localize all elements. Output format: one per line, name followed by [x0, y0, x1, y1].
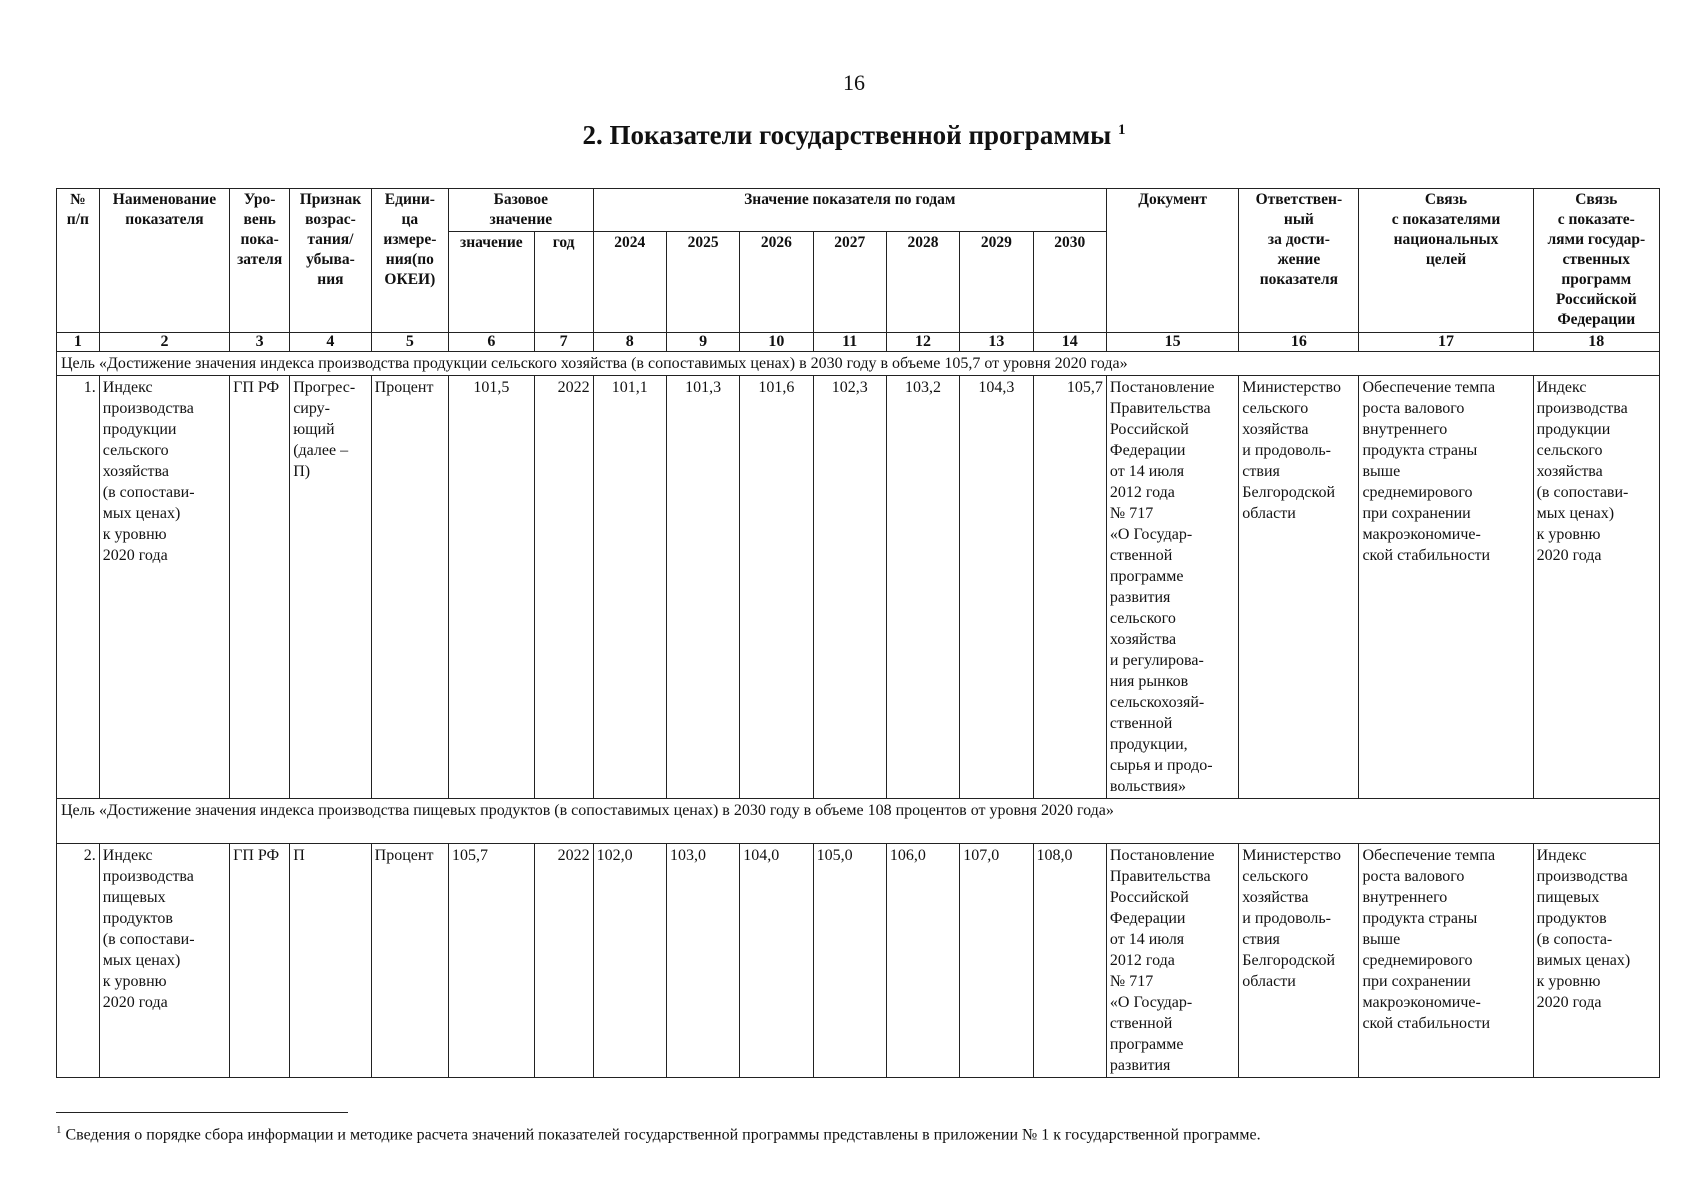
header-sign: Признак возрас- тания/ убыва- ния: [290, 189, 371, 333]
base-value: 101,5: [449, 376, 535, 799]
column-number: 11: [813, 333, 886, 352]
goal-text: Цель «Достижение значения индекса производства пищевых продуктов (в сопоставимых ценах) в 2030 году в объеме 108 процентов от уровня 2020 года»: [57, 799, 1660, 844]
header-base-value: значение: [449, 232, 535, 333]
column-number: 15: [1106, 333, 1238, 352]
value-2030: 105,7: [1033, 376, 1106, 799]
footnote: [56, 1124, 1656, 1144]
value-2028: 103,2: [886, 376, 959, 799]
column-number: 8: [593, 333, 666, 352]
indicator-sign: Прогрес- сиру- ющий (далее – П): [290, 376, 371, 799]
header-year-2024: 2024: [593, 232, 666, 333]
page-title: [0, 120, 1708, 151]
value-2027: 102,3: [813, 376, 886, 799]
indicator-sign: П: [290, 844, 371, 1078]
header-year-2025: 2025: [666, 232, 739, 333]
column-number: 9: [666, 333, 739, 352]
column-number: 6: [449, 333, 535, 352]
header-years-group: Значение показателя по годам: [593, 189, 1106, 232]
column-number: 16: [1239, 333, 1359, 352]
header-base: Базовое значение: [449, 189, 594, 232]
column-number: 2: [99, 333, 229, 352]
program-link: Индекс производства продукции сельского хозяйства (в сопостави- мых ценах) к уровню 2020 года: [1533, 376, 1659, 799]
column-number-row: [57, 333, 1660, 352]
goal-row-1: [57, 352, 1660, 376]
indicator-level: ГП РФ: [230, 844, 290, 1078]
program-link: Индекс производства пищевых продуктов (в сопоста- вимых ценах) к уровню 2020 года: [1533, 844, 1659, 1078]
page-number: 16: [843, 70, 865, 95]
value-2025: 103,0: [666, 844, 739, 1078]
national-goal-link: Обеспечение темпа роста валового внутреннего продукта страны выше среднемирового при сохранении макроэкономиче- ской стабильности: [1359, 376, 1533, 799]
base-year: 2022: [534, 844, 593, 1078]
header-responsible: Ответствен- ный за дости- жение показателя: [1239, 189, 1359, 333]
column-number: 18: [1533, 333, 1659, 352]
column-number: 13: [960, 333, 1033, 352]
footnote-mark: 1: [56, 1124, 62, 1136]
header-national-link: Связь с показателями национальных целей: [1359, 189, 1533, 333]
indicators-table: [56, 188, 1660, 1078]
indicator-unit: Процент: [371, 844, 448, 1078]
value-2027: 105,0: [813, 844, 886, 1078]
responsible: Министерство сельского хозяйства и продоволь- ствия Белгородской области: [1239, 844, 1359, 1078]
document: Постановление Правительства Российской Федерации от 14 июля 2012 года № 717 «О Государ- ственной программе развития сельского хозяйства и регулирова- ния рынков сельскохозяй- ственной продукции, сырья и продо- вольствия»: [1106, 376, 1238, 799]
base-value: 105,7: [449, 844, 535, 1078]
header-base-year: год: [534, 232, 593, 333]
row-number: 1.: [57, 376, 100, 799]
value-2025: 101,3: [666, 376, 739, 799]
column-number: 10: [740, 333, 813, 352]
header-year-2028: 2028: [886, 232, 959, 333]
value-2029: 107,0: [960, 844, 1033, 1078]
value-2024: 102,0: [593, 844, 666, 1078]
national-goal-link: Обеспечение темпа роста валового внутреннего продукта страны выше среднемирового при сохранении макроэкономиче- ской стабильности: [1359, 844, 1533, 1078]
responsible: Министерство сельского хозяйства и продоволь- ствия Белгородской области: [1239, 376, 1359, 799]
header-year-2026: 2026: [740, 232, 813, 333]
base-year: 2022: [534, 376, 593, 799]
column-number: 14: [1033, 333, 1106, 352]
header-row-1: [57, 189, 1660, 232]
title-footnote-mark: 1: [1117, 122, 1126, 138]
footnote-text: Сведения о порядке сбора информации и методике расчета значений показателей государственной программы представлены в приложении № 1 к государственной программе.: [65, 1126, 1261, 1144]
value-2024: 101,1: [593, 376, 666, 799]
header-level: Уро- вень пока- зателя: [230, 189, 290, 333]
header-document: Документ: [1106, 189, 1238, 333]
column-number: 4: [290, 333, 371, 352]
column-number: 1: [57, 333, 100, 352]
header-unit: Едини- ца измере- ния(по ОКЕИ): [371, 189, 448, 333]
header-year-2027: 2027: [813, 232, 886, 333]
column-number: 7: [534, 333, 593, 352]
table-row: [57, 844, 1660, 1078]
title-text: 2. Показатели государственной программы: [582, 120, 1112, 150]
goal-row-2: [57, 799, 1660, 844]
header-num: № п/п: [57, 189, 100, 333]
indicator-name: Индекс производства продукции сельского хозяйства (в сопостави- мых ценах) к уровню 2020 года: [99, 376, 229, 799]
header-year-2029: 2029: [960, 232, 1033, 333]
table-row: [57, 376, 1660, 799]
value-2026: 101,6: [740, 376, 813, 799]
value-2028: 106,0: [886, 844, 959, 1078]
header-year-2030: 2030: [1033, 232, 1106, 333]
value-2030: 108,0: [1033, 844, 1106, 1078]
column-number: 3: [230, 333, 290, 352]
header-program-link: Связь с показате- лями государ- ственных программ Российской Федерации: [1533, 189, 1659, 333]
indicator-level: ГП РФ: [230, 376, 290, 799]
value-2029: 104,3: [960, 376, 1033, 799]
value-2026: 104,0: [740, 844, 813, 1078]
row-number: 2.: [57, 844, 100, 1078]
column-number: 17: [1359, 333, 1533, 352]
column-number: 5: [371, 333, 448, 352]
indicator-unit: Процент: [371, 376, 448, 799]
column-number: 12: [886, 333, 959, 352]
goal-text: Цель «Достижение значения индекса производства продукции сельского хозяйства (в сопоставимых ценах) в 2030 году в объеме 105,7 от уровня 2020 года»: [57, 352, 1660, 376]
footnote-divider: [56, 1112, 348, 1113]
header-name: Наименование показателя: [99, 189, 229, 333]
indicator-name: Индекс производства пищевых продуктов (в сопостави- мых ценах) к уровню 2020 года: [99, 844, 229, 1078]
document: Постановление Правительства Российской Федерации от 14 июля 2012 года № 717 «О Государ- ственной программе развития: [1106, 844, 1238, 1078]
